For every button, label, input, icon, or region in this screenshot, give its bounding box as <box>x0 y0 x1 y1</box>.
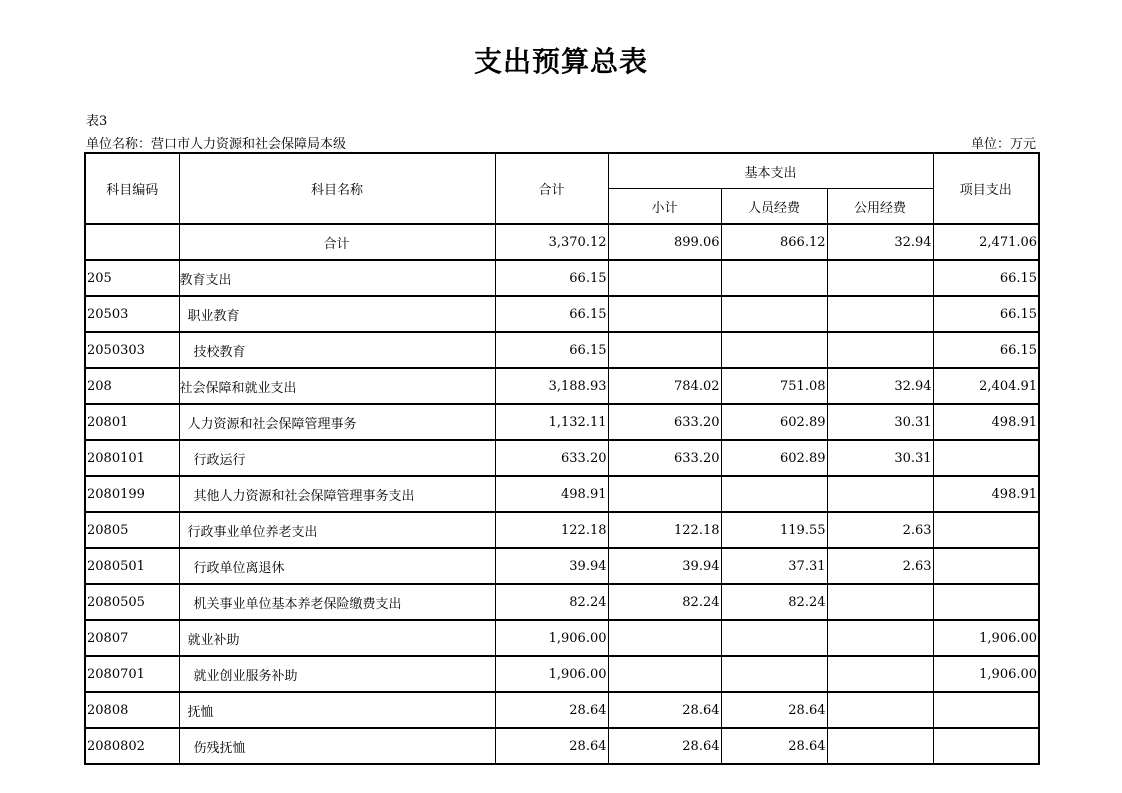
table-row <box>85 440 1039 476</box>
cell-code: 20805 <box>85 512 179 548</box>
cell-name: 教育支出 <box>179 260 495 296</box>
cell-code: 20807 <box>85 620 179 656</box>
cell-code: 2080501 <box>85 548 179 584</box>
cell-code: 20801 <box>85 404 179 440</box>
cell-total: 633.20 <box>495 440 608 476</box>
cell-project: 66.15 <box>933 260 1039 296</box>
cell-code: 2080199 <box>85 476 179 512</box>
table-row <box>85 296 1039 332</box>
cell-subtotal: 82.24 <box>608 584 721 620</box>
cell-personnel: 119.55 <box>721 512 827 548</box>
cell-project: 2,471.06 <box>933 224 1039 260</box>
cell-total: 82.24 <box>495 584 608 620</box>
table-row <box>85 260 1039 296</box>
cell-public <box>827 728 933 764</box>
cell-subtotal <box>608 296 721 332</box>
table-row <box>85 728 1039 764</box>
cell-subtotal <box>608 332 721 368</box>
cell-public: 2.63 <box>827 512 933 548</box>
cell-personnel <box>721 296 827 332</box>
cell-project: 1,906.00 <box>933 620 1039 656</box>
cell-project <box>933 512 1039 548</box>
cell-total: 28.64 <box>495 692 608 728</box>
cell-project <box>933 548 1039 584</box>
table-row <box>85 368 1039 404</box>
cell-project <box>933 440 1039 476</box>
cell-name: 行政单位离退休 <box>179 548 495 584</box>
cell-subtotal: 633.20 <box>608 440 721 476</box>
cell-public <box>827 476 933 512</box>
cell-public <box>827 332 933 368</box>
cell-subtotal: 633.20 <box>608 404 721 440</box>
table-row <box>85 476 1039 512</box>
cell-name: 人力资源和社会保障管理事务 <box>179 404 495 440</box>
cell-code: 2050303 <box>85 332 179 368</box>
cell-public: 32.94 <box>827 368 933 404</box>
cell-personnel: 866.12 <box>721 224 827 260</box>
table-row <box>85 692 1039 728</box>
cell-name: 抚恤 <box>179 692 495 728</box>
cell-total: 66.15 <box>495 260 608 296</box>
cell-code: 205 <box>85 260 179 296</box>
table-row <box>85 512 1039 548</box>
cell-name: 社会保障和就业支出 <box>179 368 495 404</box>
cell-subtotal: 28.64 <box>608 692 721 728</box>
cell-subtotal: 122.18 <box>608 512 721 548</box>
table-row <box>85 656 1039 692</box>
header-project: 项目支出 <box>933 153 1039 224</box>
cell-code: 20808 <box>85 692 179 728</box>
cell-name: 职业教育 <box>179 296 495 332</box>
cell-subtotal: 28.64 <box>608 728 721 764</box>
cell-project: 498.91 <box>933 476 1039 512</box>
cell-public <box>827 260 933 296</box>
cell-code: 20503 <box>85 296 179 332</box>
cell-subtotal: 899.06 <box>608 224 721 260</box>
budget-table <box>84 152 1040 765</box>
cell-project <box>933 692 1039 728</box>
table-body <box>85 224 1039 764</box>
header-name: 科目名称 <box>179 153 495 224</box>
cell-personnel <box>721 260 827 296</box>
cell-total: 122.18 <box>495 512 608 548</box>
header-subtotal: 小计 <box>608 189 721 225</box>
cell-project: 2,404.91 <box>933 368 1039 404</box>
cell-personnel: 28.64 <box>721 728 827 764</box>
cell-subtotal: 39.94 <box>608 548 721 584</box>
cell-total: 1,906.00 <box>495 656 608 692</box>
cell-personnel: 37.31 <box>721 548 827 584</box>
cell-public: 2.63 <box>827 548 933 584</box>
cell-name: 就业补助 <box>179 620 495 656</box>
cell-subtotal: 784.02 <box>608 368 721 404</box>
cell-name: 合计 <box>179 224 495 260</box>
cell-subtotal <box>608 476 721 512</box>
cell-code: 208 <box>85 368 179 404</box>
cell-total: 1,132.11 <box>495 404 608 440</box>
table-header <box>85 153 1039 224</box>
cell-subtotal <box>608 260 721 296</box>
total-row <box>85 224 1039 260</box>
cell-project <box>933 728 1039 764</box>
table-row <box>85 404 1039 440</box>
cell-personnel <box>721 656 827 692</box>
cell-name: 就业创业服务补助 <box>179 656 495 692</box>
cell-project <box>933 584 1039 620</box>
cell-personnel: 602.89 <box>721 404 827 440</box>
cell-personnel <box>721 620 827 656</box>
cell-personnel: 602.89 <box>721 440 827 476</box>
cell-project: 1,906.00 <box>933 656 1039 692</box>
header-personnel: 人员经费 <box>721 189 827 225</box>
currency-unit-label: 单位：万元 <box>970 137 1036 152</box>
cell-total: 3,188.93 <box>495 368 608 404</box>
table-row <box>85 584 1039 620</box>
cell-name: 技校教育 <box>179 332 495 368</box>
cell-public <box>827 584 933 620</box>
cell-project: 66.15 <box>933 296 1039 332</box>
table-row <box>85 332 1039 368</box>
cell-public <box>827 656 933 692</box>
cell-name: 其他人力资源和社会保障管理事务支出 <box>179 476 495 512</box>
cell-name: 机关事业单位基本养老保险缴费支出 <box>179 584 495 620</box>
cell-personnel <box>721 476 827 512</box>
unit-name-label: 单位名称：营口市人力资源和社会保障局本级 <box>86 137 347 152</box>
cell-code <box>85 224 179 260</box>
cell-personnel: 751.08 <box>721 368 827 404</box>
cell-public: 30.31 <box>827 404 933 440</box>
cell-project: 498.91 <box>933 404 1039 440</box>
cell-name: 行政事业单位养老支出 <box>179 512 495 548</box>
cell-project: 66.15 <box>933 332 1039 368</box>
cell-total: 66.15 <box>495 332 608 368</box>
cell-personnel <box>721 332 827 368</box>
cell-total: 39.94 <box>495 548 608 584</box>
cell-public <box>827 296 933 332</box>
cell-subtotal <box>608 620 721 656</box>
cell-name: 伤残抚恤 <box>179 728 495 764</box>
cell-name: 行政运行 <box>179 440 495 476</box>
cell-code: 2080505 <box>85 584 179 620</box>
cell-code: 2080701 <box>85 656 179 692</box>
table-row <box>85 548 1039 584</box>
cell-public <box>827 620 933 656</box>
cell-total: 1,906.00 <box>495 620 608 656</box>
cell-total: 66.15 <box>495 296 608 332</box>
cell-subtotal <box>608 656 721 692</box>
cell-personnel: 82.24 <box>721 584 827 620</box>
cell-public <box>827 692 933 728</box>
cell-total: 28.64 <box>495 728 608 764</box>
table-number: 表3 <box>86 114 108 129</box>
page-title: 支出预算总表 <box>473 45 648 78</box>
header-basic: 基本支出 <box>608 153 933 189</box>
cell-total: 498.91 <box>495 476 608 512</box>
cell-public: 32.94 <box>827 224 933 260</box>
cell-personnel: 28.64 <box>721 692 827 728</box>
header-public: 公用经费 <box>827 189 933 225</box>
header-code: 科目编码 <box>85 153 179 224</box>
cell-code: 2080802 <box>85 728 179 764</box>
cell-total: 3,370.12 <box>495 224 608 260</box>
cell-public: 30.31 <box>827 440 933 476</box>
cell-code: 2080101 <box>85 440 179 476</box>
header-total: 合计 <box>495 153 608 224</box>
table-row <box>85 620 1039 656</box>
